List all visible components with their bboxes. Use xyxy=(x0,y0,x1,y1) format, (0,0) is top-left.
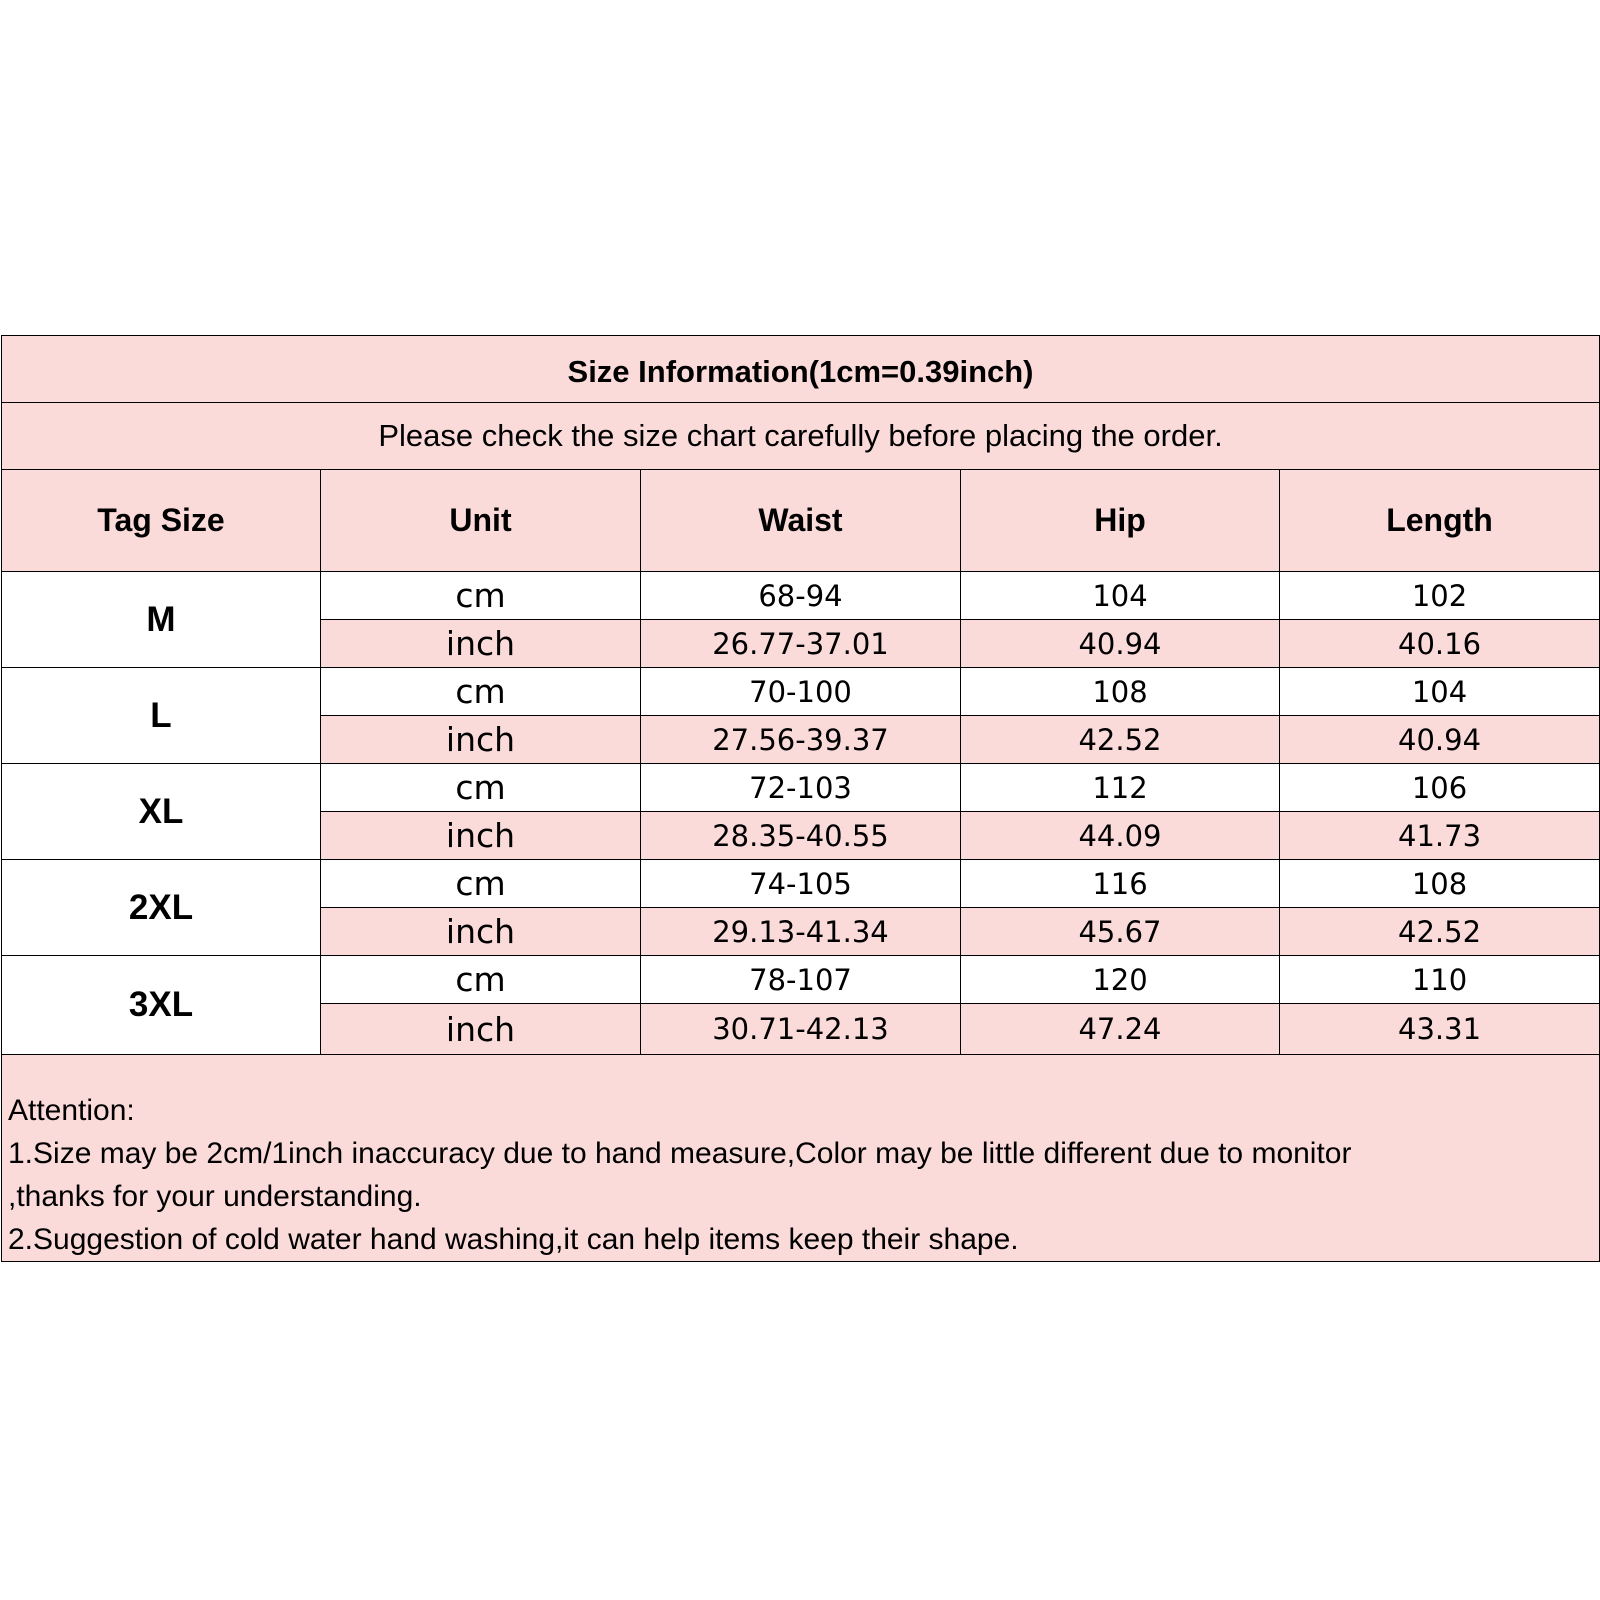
table-row xyxy=(2,956,1600,1004)
length-cell: 110 xyxy=(1280,956,1600,1004)
hip-cell: 108 xyxy=(961,668,1280,716)
unit-cell: cm xyxy=(321,668,641,716)
unit-cell: cm xyxy=(321,860,641,908)
order-notice: Please check the size chart carefully before placing the order. xyxy=(2,403,1600,470)
hip-cell: 120 xyxy=(961,956,1280,1004)
hip-cell: 44.09 xyxy=(961,812,1280,860)
waist-cell: 68-94 xyxy=(641,572,961,620)
tag-size-cell: 3XL xyxy=(2,956,321,1055)
waist-cell: 78-107 xyxy=(641,956,961,1004)
length-cell: 41.73 xyxy=(1280,812,1600,860)
tag-size-cell: 2XL xyxy=(2,860,321,956)
header-unit: Unit xyxy=(321,470,641,572)
header-tag-size: Tag Size xyxy=(2,470,321,572)
attention-line-1-continued: ,thanks for your understanding. xyxy=(8,1180,422,1213)
header-row xyxy=(2,470,1600,572)
waist-cell: 74-105 xyxy=(641,860,961,908)
tag-size-cell: M xyxy=(2,572,321,668)
waist-cell: 26.77-37.01 xyxy=(641,620,961,668)
length-cell: 40.94 xyxy=(1280,716,1600,764)
waist-cell: 30.71-42.13 xyxy=(641,1004,961,1055)
hip-cell: 104 xyxy=(961,572,1280,620)
unit-cell: cm xyxy=(321,956,641,1004)
table-row xyxy=(2,668,1600,716)
tag-size-cell: L xyxy=(2,668,321,764)
length-cell: 106 xyxy=(1280,764,1600,812)
unit-cell: inch xyxy=(321,812,641,860)
length-cell: 43.31 xyxy=(1280,1004,1600,1055)
hip-cell: 42.52 xyxy=(961,716,1280,764)
waist-cell: 70-100 xyxy=(641,668,961,716)
header-waist: Waist xyxy=(641,470,961,572)
length-cell: 108 xyxy=(1280,860,1600,908)
attention-line-1: 1.Size may be 2cm/1inch inaccuracy due to hand measure,Color may be little different due to monitor xyxy=(8,1137,1352,1170)
unit-cell: inch xyxy=(321,620,641,668)
table-row xyxy=(2,860,1600,908)
hip-cell: 40.94 xyxy=(961,620,1280,668)
hip-cell: 47.24 xyxy=(961,1004,1280,1055)
unit-cell: inch xyxy=(321,716,641,764)
waist-cell: 29.13-41.34 xyxy=(641,908,961,956)
unit-cell: inch xyxy=(321,1004,641,1055)
hip-cell: 112 xyxy=(961,764,1280,812)
waist-cell: 27.56-39.37 xyxy=(641,716,961,764)
size-chart-title: Size Information(1cm=0.39inch) xyxy=(2,336,1600,403)
header-length: Length xyxy=(1280,470,1600,572)
hip-cell: 116 xyxy=(961,860,1280,908)
unit-cell: cm xyxy=(321,764,641,812)
hip-cell: 45.67 xyxy=(961,908,1280,956)
tag-size-cell: XL xyxy=(2,764,321,860)
header-hip: Hip xyxy=(961,470,1280,572)
length-cell: 102 xyxy=(1280,572,1600,620)
attention-notes xyxy=(2,1055,1600,1262)
length-cell: 40.16 xyxy=(1280,620,1600,668)
unit-cell: cm xyxy=(321,572,641,620)
length-cell: 104 xyxy=(1280,668,1600,716)
length-cell: 42.52 xyxy=(1280,908,1600,956)
attention-line-2: 2.Suggestion of cold water hand washing,it can help items keep their shape. xyxy=(8,1223,1019,1256)
waist-cell: 72-103 xyxy=(641,764,961,812)
attention-heading: Attention: xyxy=(8,1094,135,1127)
table-row xyxy=(2,572,1600,620)
unit-cell: inch xyxy=(321,908,641,956)
table-row xyxy=(2,764,1600,812)
waist-cell: 28.35-40.55 xyxy=(641,812,961,860)
size-chart-table xyxy=(1,335,1600,1262)
